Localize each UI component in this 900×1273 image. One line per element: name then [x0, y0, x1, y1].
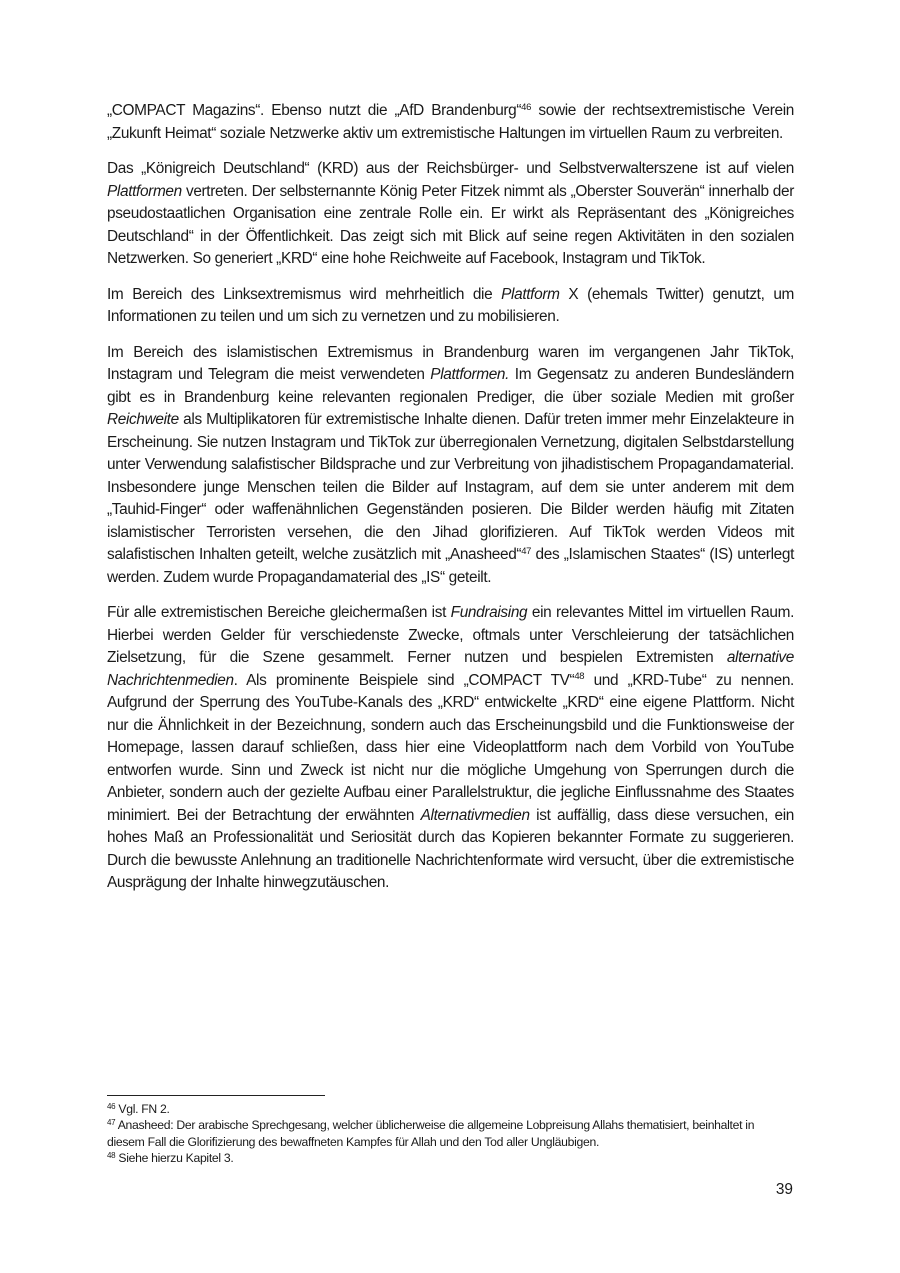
emphasis-text: Plattformen: [107, 182, 182, 200]
footnote-text: Vgl. FN 2.: [115, 1102, 170, 1116]
emphasis-text: Reichweite: [107, 411, 179, 428]
text-run: Im Bereich des islamistischen Extremismus in Brandenburg waren im vergangenen Jahr TikTok, Instagram und Telegram die meist verwendeten: [107, 343, 794, 383]
footnote-ref: 46: [521, 101, 532, 113]
main-text: [107, 100, 794, 908]
text-run: Für alle extremistischen Bereiche gleichermaßen ist: [107, 604, 451, 621]
footnote-number: 48: [107, 1150, 116, 1160]
text-run: des „Islamischen Staates“ (IS) unterlegt werden. Zudem wurde Propagandamaterial des „IS“ geteilt.: [107, 546, 794, 586]
footnote-47: [107, 1117, 794, 1150]
footnote-46: [107, 1101, 794, 1117]
paragraph-1: [107, 100, 794, 145]
text-run: „COMPACT Magazins“. Ebenso nutzt die „AfD Brandenburg“: [107, 102, 522, 119]
text-run: Im Gegensatz zu anderen Bundesländern gibt es in Brandenburg keine relevanten regionalen Prediger, die über soziale Medien mit großer: [107, 366, 794, 406]
text-run: als Multiplikatoren für extremistische Inhalte dienen. Dafür treten immer mehr Einzelakteure in Erscheinung. Sie nutzen Instagram und TikTok zur überregionalen Vernetzung, digitalen Selbstdarstellung unter Verwendung salafistischer Bildsprache und zur Verbreitung von jihadistischem Propagandamaterial. Insbesondere junge Menschen teilen die Bilder auf Instagram, auf dem sie unter anderem mit dem „Tauhid-Finger“ oder waffenähnlichen Gegenständen posieren. Die Bilder werden häufig mit Zitaten islamistischer Terroristen versehen, die den Jihad glorifizieren. Auf TikTok werden Videos mit salafistischen Inhalten geteilt, welche zusätzlich mit „Anasheed“: [107, 411, 794, 563]
text-run: ein relevantes Mittel im virtuellen Raum. Hierbei werden Gelder für verschiedenste Zwecke, oftmals unter Verschleierung der tatsächlichen Zielsetzung, für die Szene gesammelt. Ferner nutzen und bespielen Extremisten: [107, 604, 794, 666]
footnote-48: [107, 1150, 794, 1166]
footnote-number: 46: [107, 1101, 116, 1111]
footnote-number: 47: [107, 1118, 116, 1128]
text-run: sowie der rechtsextremistische Verein „Zukunft Heimat“ soziale Netzwerke aktiv um extremistische Haltungen im virtuellen Raum zu verbreiten.: [107, 102, 794, 142]
footnote-text: Anasheed: Der arabische Sprechgesang, welcher üblicherweise die allgemeine Lobpreisung Allahs thematisiert, beinhaltet in diesem Fall die Glorifizierung des bewaffneten Kampfes für Allah und den Tod aller Ungläubigen.: [107, 1118, 755, 1149]
paragraph-5: [107, 602, 794, 895]
page-number: 39: [775, 1181, 793, 1198]
text-run: Das „Königreich Deutschland“ (KRD) aus der Reichsbürger- und Selbstverwalterszene ist auf vielen: [107, 160, 794, 177]
text-run: . Als prominente Beispiele sind „COMPACT TV“: [233, 671, 575, 689]
text-run: Im Bereich des Linksextremismus wird mehrheitlich die: [107, 285, 502, 303]
emphasis-text: Plattformen.: [430, 366, 510, 383]
text-run: ist auffällig, dass diese versuchen, ein hohes Maß an Professionalität und Seriosität durch das Kopieren bekannter Formate zu suggerieren. Durch die bewusste Anlehnung an traditionelle Nachrichtenformate wird versucht, über die extremistische Ausprägung der Inhalte hinwegzutäuschen.: [107, 806, 794, 891]
footnote-ref: 48: [574, 671, 585, 683]
paragraph-2: [107, 158, 794, 271]
emphasis-text: alternative Nachrichtenmedien: [107, 649, 794, 689]
footnote-ref: 47: [521, 545, 532, 557]
paragraph-3: [107, 284, 794, 329]
emphasis-text: Plattform: [501, 285, 560, 303]
text-run: und „KRD-Tube“ zu nennen. Aufgrund der Sperrung des YouTube-Kanals des „KRD“ entwickelte „KRD“ eine eigene Plattform. Nicht nur die Ähnlichkeit in der Bezeichnung, sondern auch das Erscheinungsbild und die Funktionsweise der Homepage, lassen darauf schließen, dass hier eine Videoplattform nach dem Vorbild von YouTube entworfen wurde. Sinn und Zweck ist nicht nur die mögliche Umgehung von Sperrungen durch die Anbieter, sondern auch der gezielte Aufbau einer Parallelstruktur, die jegliche Einflussnahme des Staates minimiert. Bei der Betrachtung der erwähnten: [107, 671, 794, 824]
footnotes: [107, 1101, 794, 1166]
paragraph-4: [107, 342, 794, 590]
emphasis-text: Fundraising: [450, 604, 528, 621]
emphasis-text: Alternativmedien: [420, 806, 530, 824]
text-run: X (ehemals Twitter) genutzt, um Informationen zu teilen und um sich zu vernetzen und zu mobilisieren.: [107, 285, 795, 325]
footnote-text: Siehe hierzu Kapitel 3.: [115, 1150, 234, 1165]
text-run: vertreten. Der selbsternannte König Peter Fitzek nimmt als „Oberster Souverän“ innerhalb der pseudostaatlichen Organisation eine zentrale Rolle ein. Er wirkt als Repräsentant des „Königreiches Deutschland“ in der Öffentlichkeit. Das zeigt sich mit Blick auf seine regen Aktivitäten in den sozialen Netzwerken. So generiert „KRD“ eine hohe Reichweite auf Facebook, Instagram und TikTok.: [107, 182, 794, 267]
footnote-separator: [107, 1095, 325, 1096]
